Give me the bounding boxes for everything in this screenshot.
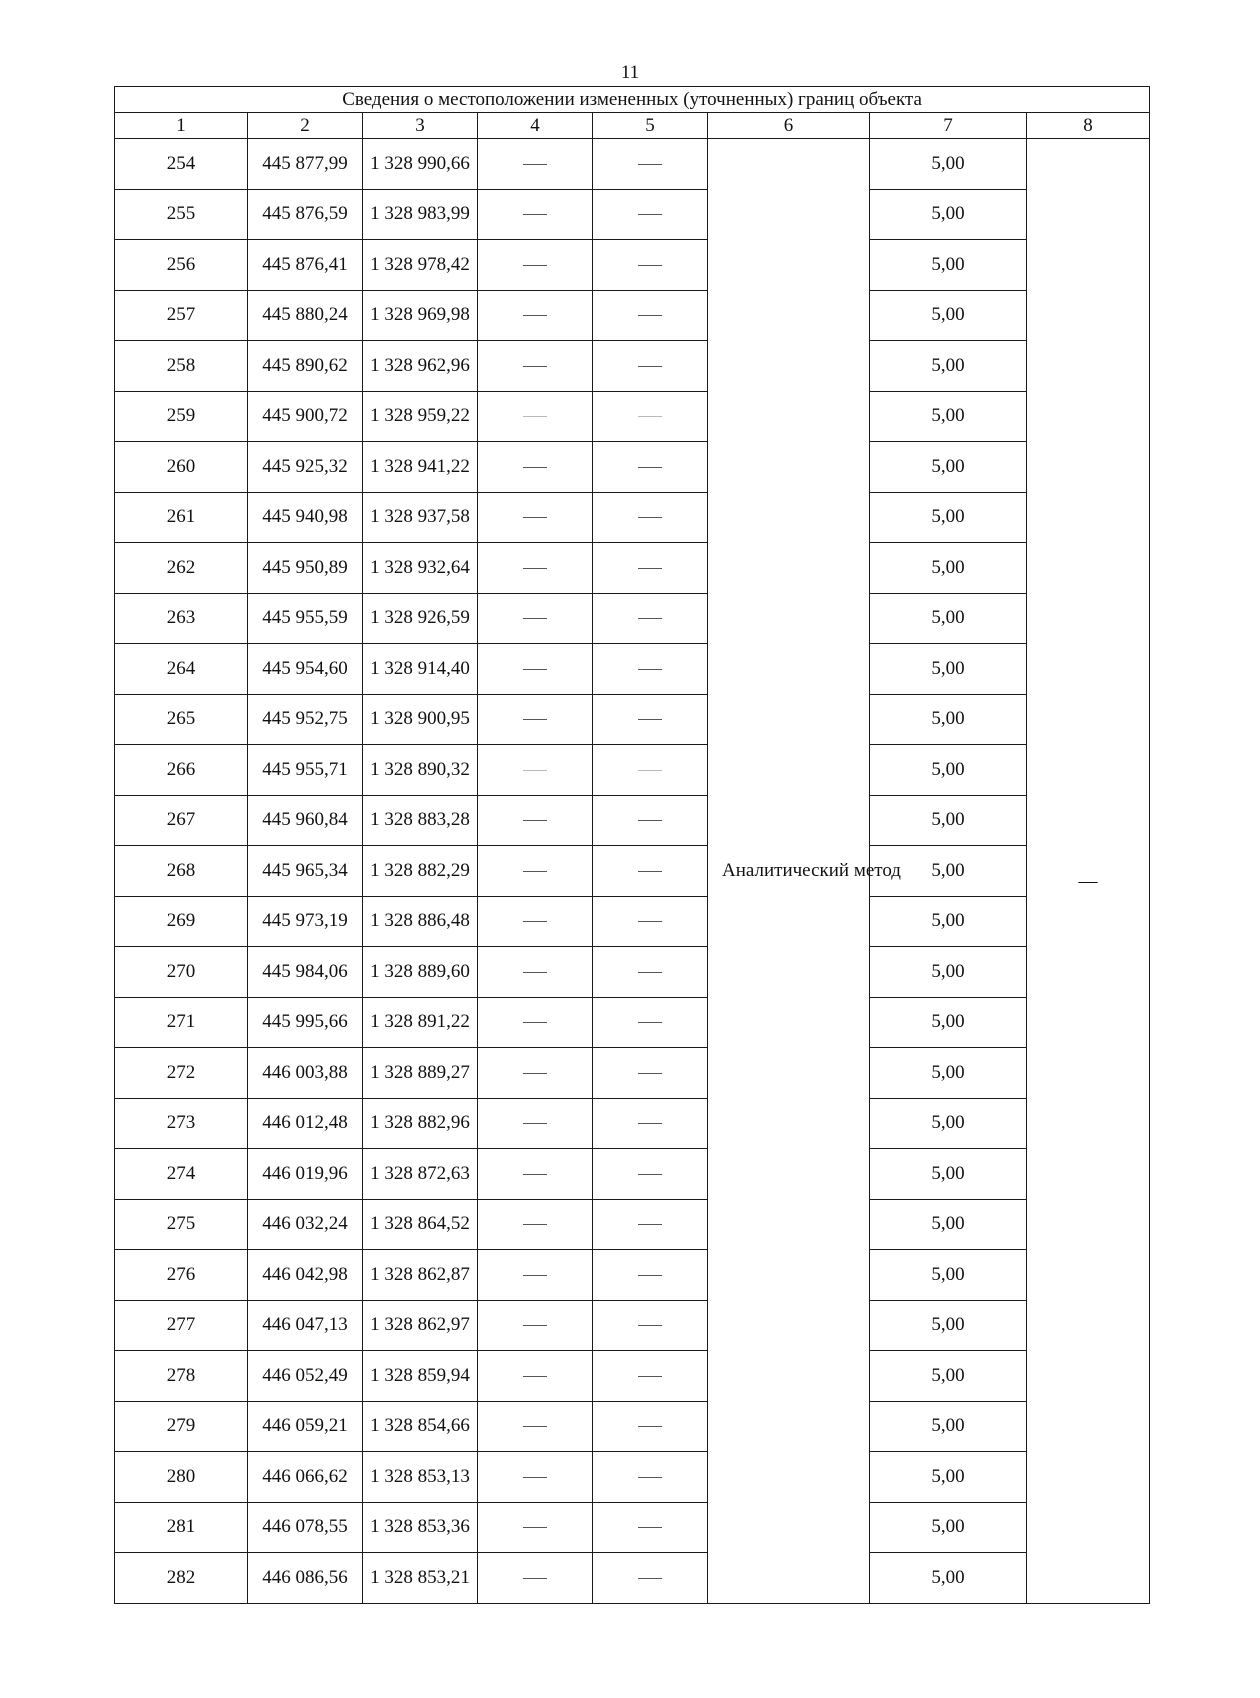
table-row: [115, 694, 1150, 745]
table-row: [115, 745, 1150, 796]
column-number: 8: [1027, 113, 1150, 139]
point-number-cell: 274: [115, 1149, 248, 1200]
column-5-cell: [593, 795, 708, 846]
dash-mark: [638, 871, 662, 872]
accuracy-cell: 5,00: [870, 189, 1027, 240]
y-coordinate-cell: 1 328 900,95: [363, 694, 478, 745]
column-4-cell: [478, 947, 593, 998]
column-4-cell: [478, 1502, 593, 1553]
y-coordinate-cell: 1 328 891,22: [363, 997, 478, 1048]
column-5-cell: [593, 341, 708, 392]
dash-mark: [523, 467, 547, 468]
x-coordinate-cell: 445 984,06: [248, 947, 363, 998]
column-number: 5: [593, 113, 708, 139]
point-number-cell: 270: [115, 947, 248, 998]
column-5-cell: [593, 1098, 708, 1149]
dash-mark: [638, 719, 662, 720]
column-5-cell: [593, 543, 708, 594]
dash-mark: [638, 1123, 662, 1124]
dash-mark: [638, 618, 662, 619]
column-5-cell: [593, 442, 708, 493]
point-number-cell: 276: [115, 1250, 248, 1301]
column-4-cell: [478, 1553, 593, 1604]
accuracy-cell: 5,00: [870, 391, 1027, 442]
column-4-cell: [478, 694, 593, 745]
y-coordinate-cell: 1 328 889,60: [363, 947, 478, 998]
accuracy-cell: 5,00: [870, 644, 1027, 695]
y-coordinate-cell: 1 328 859,94: [363, 1351, 478, 1402]
column-5-cell: [593, 1149, 708, 1200]
dash-mark: [523, 820, 547, 821]
table-row: [115, 1553, 1150, 1604]
dash-mark: [523, 1376, 547, 1377]
column-4-cell: [478, 240, 593, 291]
dash-mark: [523, 1477, 547, 1478]
dash-mark: [638, 517, 662, 518]
x-coordinate-cell: 445 876,41: [248, 240, 363, 291]
dash-mark: [638, 1376, 662, 1377]
dash-mark: [523, 1325, 547, 1326]
accuracy-cell: 5,00: [870, 1048, 1027, 1099]
table-row: [115, 846, 1150, 897]
column-4-cell: [478, 745, 593, 796]
x-coordinate-cell: 446 019,96: [248, 1149, 363, 1200]
column-5-cell: [593, 1048, 708, 1099]
accuracy-cell: 5,00: [870, 1300, 1027, 1351]
table-row: [115, 1149, 1150, 1200]
table-row: [115, 240, 1150, 291]
table-row: [115, 290, 1150, 341]
dash-mark: [638, 1224, 662, 1225]
accuracy-cell: 5,00: [870, 240, 1027, 291]
dash-mark: [523, 770, 547, 771]
y-coordinate-cell: 1 328 962,96: [363, 341, 478, 392]
column-number: 7: [870, 113, 1027, 139]
column-number-row: [115, 113, 1150, 139]
y-coordinate-cell: 1 328 969,98: [363, 290, 478, 341]
x-coordinate-cell: 446 032,24: [248, 1199, 363, 1250]
x-coordinate-cell: 446 047,13: [248, 1300, 363, 1351]
y-coordinate-cell: 1 328 883,28: [363, 795, 478, 846]
accuracy-cell: 5,00: [870, 947, 1027, 998]
column-5-cell: [593, 1452, 708, 1503]
x-coordinate-cell: 445 925,32: [248, 442, 363, 493]
column-4-cell: [478, 593, 593, 644]
point-number-cell: 257: [115, 290, 248, 341]
dash-mark: [523, 921, 547, 922]
column-4-cell: [478, 391, 593, 442]
accuracy-cell: 5,00: [870, 1452, 1027, 1503]
accuracy-cell: 5,00: [870, 1098, 1027, 1149]
column-5-cell: [593, 1401, 708, 1452]
dash-mark: [638, 315, 662, 316]
dash-mark: [638, 972, 662, 973]
point-number-cell: 261: [115, 492, 248, 543]
column-number: 6: [708, 113, 870, 139]
column-5-cell: [593, 139, 708, 190]
dash-mark: [638, 1174, 662, 1175]
accuracy-cell: 5,00: [870, 139, 1027, 190]
x-coordinate-cell: 445 973,19: [248, 896, 363, 947]
dash-mark: [638, 265, 662, 266]
accuracy-cell: 5,00: [870, 341, 1027, 392]
column-4-cell: [478, 846, 593, 897]
column-5-cell: [593, 694, 708, 745]
y-coordinate-cell: 1 328 983,99: [363, 189, 478, 240]
dash-mark: [523, 669, 547, 670]
point-number-cell: 282: [115, 1553, 248, 1604]
column-number: 1: [115, 113, 248, 139]
y-coordinate-cell: 1 328 886,48: [363, 896, 478, 947]
column-4-cell: [478, 644, 593, 695]
point-number-cell: 267: [115, 795, 248, 846]
determination-method-cell: Аналитический метод: [708, 139, 870, 1604]
y-coordinate-cell: 1 328 932,64: [363, 543, 478, 594]
column-4-cell: [478, 290, 593, 341]
point-number-cell: 268: [115, 846, 248, 897]
column-4-cell: [478, 1351, 593, 1402]
accuracy-cell: 5,00: [870, 1149, 1027, 1200]
dash-mark: [523, 972, 547, 973]
column-4-cell: [478, 1250, 593, 1301]
table-row: [115, 1351, 1150, 1402]
column-4-cell: [478, 1098, 593, 1149]
accuracy-cell: 5,00: [870, 846, 1027, 897]
column-4-cell: [478, 1401, 593, 1452]
y-coordinate-cell: 1 328 959,22: [363, 391, 478, 442]
column-5-cell: [593, 997, 708, 1048]
column-5-cell: [593, 1300, 708, 1351]
column-number: 3: [363, 113, 478, 139]
table-row: [115, 492, 1150, 543]
dash-mark: [638, 416, 662, 417]
y-coordinate-cell: 1 328 862,87: [363, 1250, 478, 1301]
dash-mark: [523, 719, 547, 720]
dash-mark: [638, 467, 662, 468]
x-coordinate-cell: 445 954,60: [248, 644, 363, 695]
point-number-cell: 264: [115, 644, 248, 695]
table-row: [115, 947, 1150, 998]
x-coordinate-cell: 445 995,66: [248, 997, 363, 1048]
column-5-cell: [593, 1351, 708, 1402]
x-coordinate-cell: 446 042,98: [248, 1250, 363, 1301]
accuracy-cell: 5,00: [870, 997, 1027, 1048]
dash-mark: [638, 214, 662, 215]
y-coordinate-cell: 1 328 941,22: [363, 442, 478, 493]
dash-mark: [523, 568, 547, 569]
point-number-cell: 266: [115, 745, 248, 796]
accuracy-cell: 5,00: [870, 1351, 1027, 1402]
y-coordinate-cell: 1 328 937,58: [363, 492, 478, 543]
x-coordinate-cell: 445 952,75: [248, 694, 363, 745]
column-number: 4: [478, 113, 593, 139]
y-coordinate-cell: 1 328 914,40: [363, 644, 478, 695]
dash-mark: [523, 1123, 547, 1124]
column-4-cell: [478, 1452, 593, 1503]
point-number-cell: 260: [115, 442, 248, 493]
dash-mark: [638, 1477, 662, 1478]
column-5-cell: [593, 1199, 708, 1250]
point-number-cell: 272: [115, 1048, 248, 1099]
y-coordinate-cell: 1 328 882,96: [363, 1098, 478, 1149]
x-coordinate-cell: 446 086,56: [248, 1553, 363, 1604]
table-row: [115, 997, 1150, 1048]
x-coordinate-cell: 445 950,89: [248, 543, 363, 594]
column-4-cell: [478, 1300, 593, 1351]
column-5-cell: [593, 240, 708, 291]
point-number-cell: 279: [115, 1401, 248, 1452]
column-5-cell: [593, 492, 708, 543]
column-5-cell: [593, 1250, 708, 1301]
table-row: [115, 1199, 1150, 1250]
x-coordinate-cell: 445 955,71: [248, 745, 363, 796]
point-number-cell: 258: [115, 341, 248, 392]
column-4-cell: [478, 492, 593, 543]
table-row: [115, 442, 1150, 493]
column-4-cell: [478, 1199, 593, 1250]
x-coordinate-cell: 445 960,84: [248, 795, 363, 846]
accuracy-cell: 5,00: [870, 1250, 1027, 1301]
x-coordinate-cell: 446 003,88: [248, 1048, 363, 1099]
y-coordinate-cell: 1 328 889,27: [363, 1048, 478, 1099]
dash-mark: [638, 1073, 662, 1074]
column-5-cell: [593, 593, 708, 644]
column-5-cell: [593, 896, 708, 947]
column-5-cell: [593, 1502, 708, 1553]
dash-mark: [523, 1275, 547, 1276]
point-number-cell: 254: [115, 139, 248, 190]
table-row: [115, 593, 1150, 644]
point-number-cell: 259: [115, 391, 248, 442]
x-coordinate-cell: 446 066,62: [248, 1452, 363, 1503]
dash-mark: [523, 1578, 547, 1579]
y-coordinate-cell: 1 328 853,13: [363, 1452, 478, 1503]
x-coordinate-cell: 445 877,99: [248, 139, 363, 190]
column-4-cell: [478, 341, 593, 392]
dash-mark: [638, 669, 662, 670]
dash-mark: [523, 1426, 547, 1427]
column-5-cell: [593, 745, 708, 796]
dash-mark: [523, 517, 547, 518]
table-row: [115, 896, 1150, 947]
column-5-cell: [593, 846, 708, 897]
dash-mark: [523, 1174, 547, 1175]
point-number-cell: 271: [115, 997, 248, 1048]
table-row: [115, 795, 1150, 846]
table-row: [115, 1452, 1150, 1503]
accuracy-cell: 5,00: [870, 290, 1027, 341]
column-4-cell: [478, 896, 593, 947]
x-coordinate-cell: 446 059,21: [248, 1401, 363, 1452]
y-coordinate-cell: 1 328 862,97: [363, 1300, 478, 1351]
x-coordinate-cell: 445 955,59: [248, 593, 363, 644]
accuracy-cell: 5,00: [870, 543, 1027, 594]
dash-mark: [638, 1426, 662, 1427]
column-4-cell: [478, 1048, 593, 1099]
column-4-cell: [478, 442, 593, 493]
column-4-cell: [478, 189, 593, 240]
table-row: [115, 1048, 1150, 1099]
dash-mark: [523, 871, 547, 872]
point-number-cell: 273: [115, 1098, 248, 1149]
y-coordinate-cell: 1 328 890,32: [363, 745, 478, 796]
table-title: Сведения о местоположении измененных (уточненных) границ объекта: [115, 87, 1150, 113]
y-coordinate-cell: 1 328 990,66: [363, 139, 478, 190]
x-coordinate-cell: 445 940,98: [248, 492, 363, 543]
dash-mark: [638, 164, 662, 165]
table-row: [115, 341, 1150, 392]
accuracy-cell: 5,00: [870, 1502, 1027, 1553]
dash-mark: [523, 1073, 547, 1074]
dash-mark: [638, 568, 662, 569]
column-4-cell: [478, 543, 593, 594]
dash-mark: [523, 618, 547, 619]
accuracy-cell: 5,00: [870, 694, 1027, 745]
column-5-cell: [593, 189, 708, 240]
column-4-cell: [478, 1149, 593, 1200]
table-row: [115, 1098, 1150, 1149]
x-coordinate-cell: 446 078,55: [248, 1502, 363, 1553]
dash-mark: [638, 1325, 662, 1326]
table-body: [115, 139, 1150, 1604]
x-coordinate-cell: 445 900,72: [248, 391, 363, 442]
point-number-cell: 256: [115, 240, 248, 291]
y-coordinate-cell: 1 328 872,63: [363, 1149, 478, 1200]
table-row: [115, 391, 1150, 442]
point-number-cell: 255: [115, 189, 248, 240]
point-number-cell: 263: [115, 593, 248, 644]
x-coordinate-cell: 445 965,34: [248, 846, 363, 897]
dash-mark: [523, 1224, 547, 1225]
dash-mark: [638, 1275, 662, 1276]
column-5-cell: [593, 290, 708, 341]
table-row: [115, 644, 1150, 695]
dash-mark: [638, 1022, 662, 1023]
column-5-cell: [593, 1553, 708, 1604]
column-4-cell: [478, 139, 593, 190]
accuracy-cell: 5,00: [870, 896, 1027, 947]
dash-mark: [523, 1022, 547, 1023]
point-number-cell: 275: [115, 1199, 248, 1250]
accuracy-cell: 5,00: [870, 795, 1027, 846]
point-number-cell: 277: [115, 1300, 248, 1351]
table-row: [115, 1250, 1150, 1301]
column-5-cell: [593, 947, 708, 998]
point-number-cell: 265: [115, 694, 248, 745]
accuracy-cell: 5,00: [870, 745, 1027, 796]
x-coordinate-cell: 445 890,62: [248, 341, 363, 392]
dash-mark: [638, 770, 662, 771]
column-number: 2: [248, 113, 363, 139]
dash-mark: [638, 1527, 662, 1528]
y-coordinate-cell: 1 328 854,66: [363, 1401, 478, 1452]
dash-mark: [523, 214, 547, 215]
y-coordinate-cell: 1 328 926,59: [363, 593, 478, 644]
accuracy-cell: 5,00: [870, 1553, 1027, 1604]
column-5-cell: [593, 644, 708, 695]
dash-mark: [638, 1578, 662, 1579]
dash-mark: [638, 366, 662, 367]
page-number: 11: [620, 62, 640, 83]
table-row: [115, 543, 1150, 594]
y-coordinate-cell: 1 328 853,36: [363, 1502, 478, 1553]
x-coordinate-cell: 445 876,59: [248, 189, 363, 240]
dash-mark: [523, 366, 547, 367]
column-4-cell: [478, 795, 593, 846]
accuracy-cell: 5,00: [870, 492, 1027, 543]
dash-mark: [638, 820, 662, 821]
dash-mark: [523, 1527, 547, 1528]
point-number-cell: 281: [115, 1502, 248, 1553]
point-number-cell: 262: [115, 543, 248, 594]
point-number-cell: 269: [115, 896, 248, 947]
point-number-cell: 278: [115, 1351, 248, 1402]
accuracy-cell: 5,00: [870, 593, 1027, 644]
table-row: [115, 189, 1150, 240]
y-coordinate-cell: 1 328 978,42: [363, 240, 478, 291]
y-coordinate-cell: 1 328 853,21: [363, 1553, 478, 1604]
y-coordinate-cell: 1 328 864,52: [363, 1199, 478, 1250]
point-number-cell: 280: [115, 1452, 248, 1503]
table-row: [115, 1401, 1150, 1452]
column-5-cell: [593, 391, 708, 442]
x-coordinate-cell: 445 880,24: [248, 290, 363, 341]
y-coordinate-cell: 1 328 882,29: [363, 846, 478, 897]
accuracy-cell: 5,00: [870, 442, 1027, 493]
x-coordinate-cell: 446 052,49: [248, 1351, 363, 1402]
dash-mark: [638, 921, 662, 922]
accuracy-cell: 5,00: [870, 1199, 1027, 1250]
x-coordinate-cell: 446 012,48: [248, 1098, 363, 1149]
column-8-cell: —: [1027, 139, 1150, 1604]
boundary-coordinates-table: [114, 86, 1150, 1604]
dash-mark: [523, 416, 547, 417]
dash-mark: [523, 315, 547, 316]
dash-mark: [523, 265, 547, 266]
column-4-cell: [478, 997, 593, 1048]
table-row: [115, 1300, 1150, 1351]
dash-mark: [523, 164, 547, 165]
table-row: [115, 139, 1150, 190]
table-row: [115, 1502, 1150, 1553]
accuracy-cell: 5,00: [870, 1401, 1027, 1452]
